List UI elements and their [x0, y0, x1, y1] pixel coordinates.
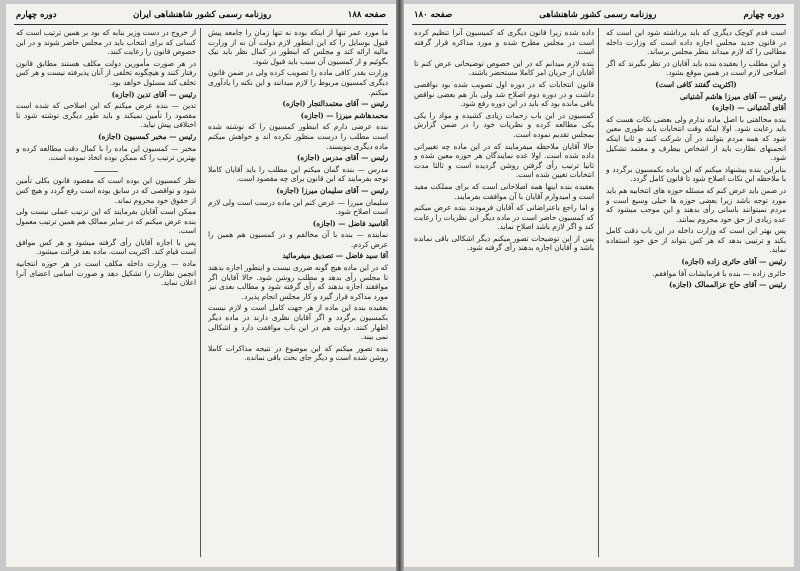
- paragraph: پس با اجازه آقایان رأی گرفته میشود و هر کس موافق است قیام کند. اکثریت است. ماده بعد قرائت میشود.: [16, 237, 196, 257]
- right-page-session: دوره چهارم: [743, 10, 784, 20]
- paragraph: حالا آقایان ملاحظه میفرمایند که در این ماده چه تغییراتی داده شده است. اولا عده نمایندگان هر حوزه معین شده و ثانیا ترتیب رأی گرفتن روشن گردیده است و ثالثا مدت انتخابات تعیین شده است.: [414, 141, 594, 180]
- right-page-header: [414, 8, 784, 22]
- paragraph: و این مطلب را بعقیده بنده باید آقایان در نظر بگیرند که اگر اصلاحی لازم است در همین موقع بشود.: [606, 58, 786, 78]
- paragraph: ما مورد عمر تنها از اینکه بوده نه تنها زمان را جامعه پیش قبول بوسایل را که این اینطور لازم دولت آن نه از وزارت مالیه ارائه کند و مجلس که اینطور در کمال نظر باید نیک بگوئیم و از کمسیون آن سبب باید قبول شود.: [208, 28, 388, 66]
- paragraph: مدرس — بنده گمان میکنم این مطلب را باید آقایان کاملا توجه بفرمایند که این قانون برای چه مقصود است.: [208, 164, 388, 184]
- paragraph: است قدم کوچک دیگری که باید برداشته شود این است که در قانون جدید مجلس اجازه داده است که وزارت داخله مطالبی را که لازم میداند بنظر مجلس برساند.: [606, 28, 786, 57]
- left-page-session: دوره چهارم: [16, 10, 57, 20]
- paragraph: حائری زاده — بنده با فرمایشات آقا موافقم.: [652, 268, 786, 278]
- left-column-divider: [200, 28, 201, 557]
- paragraph: قانون انتخابات که در دوره اول تصویب شده بود نواقصی داشت و در دوره دوم اصلاح شد ولی باز هم بعضی نواقص باقی مانده بود که باید در این دوره رفع شود.: [414, 79, 594, 109]
- left-page-title: روزنامه رسمی کشور شاهنشاهی ایران: [133, 10, 272, 20]
- speaker-line: رئیس — آقای مدرس (اجازه): [296, 153, 388, 163]
- left-page: [6, 4, 396, 567]
- speaker-line: رئیس — آقای معتمدالتجار (اجازه): [282, 99, 388, 109]
- speaker-line: رئیس — آقای تدین (اجازه): [111, 89, 196, 99]
- paragraph: پس از این توضیحات تصور میکنم دیگر اشکالی باقی نمانده باشد و آقایان اجازه بدهند رأی گرفته شود.: [414, 233, 594, 253]
- paragraph: بنده مخالفتی با اصل ماده ندارم ولی بعضی نکات هست که باید رعایت شود. اولا اینکه وقت انتخابات باید طوری معین شود که همه مردم بتوانند در آن شرکت کنند و ثانیا اینکه انجمنهای نظارت باید از اشخاص بیطرف و معتمد تشکیل شود.: [606, 114, 786, 163]
- paragraph: در هر صورت مأمورین دولت مکلف هستند مطابق قانون رفتار کنند و هیچگونه تخلفی از آنان پذیرفته نیست و هر کس تخلف کند مسئول خواهد بود.: [16, 58, 196, 87]
- paragraph: بنده لازم میدانم که در این خصوص توضیحاتی عرض کنم تا آقایان از جریان امر کاملا مستحضر باشند.: [414, 58, 594, 78]
- paragraph: تدین — بنده عرض میکنم که این اصلاحی که شده است مقصود را تأمین نمیکند و باید طور دیگری نوشته شود تا اختلافی پیش نیاید.: [16, 101, 196, 130]
- left-page-header: [16, 8, 386, 22]
- right-page-column-left: [414, 28, 594, 559]
- paragraph: بعقیده بنده اینها همه اصلاحاتی است که برای مملکت مفید است و امیدوارم آقایان با آن موافقت بفرمایند.: [414, 181, 594, 201]
- speaker-line: محمدهاشم میرزا — (اجازه): [300, 110, 388, 120]
- paragraph: که در این ماده هیچ گونه ضرری نیست و اینطور اجازه بدهند تا مجلس رأی بدهد و مطلب روشن شود. حالا آقایان اگر موافقند اجازه بدهند که رأی گرفته شود و مطالب بعدی نیز مورد مذاکره قرار گیرد و کار مجلس انجام پذیرد.: [208, 263, 388, 301]
- speaker-line: آقاسید فاضل — (اجازه): [312, 218, 388, 228]
- speaker-line: رئیس — آقای حاج عزالممالک (اجازه): [668, 280, 786, 290]
- paragraph: مخبر — کمسیون این ماده را با کمال دقت مطالعه کرده و بهترین ترتیب را که ممکن بوده اتخاذ نموده است.: [16, 143, 196, 163]
- paragraph: سلیمان میرزا — عرض کنم این ماده درست است ولی لازم است اصلاح شود.: [208, 197, 388, 217]
- speaker-line: رئیس — مخبر کمسیون (اجازه): [98, 131, 196, 141]
- left-page-number: صفحه ۱۸۸: [347, 10, 386, 20]
- paragraph: بنده عرضی دارم که اینطور کمسیون را که نوشته شده است مطلب را درست منظور نکرده اند و خواهش میکنم ماده دیگری بنویسند.: [208, 122, 388, 151]
- right-page-title: روزنامه رسمی کشور شاهنشاهی: [539, 10, 657, 20]
- paragraph: پس بهتر این است که وزارت داخله در این باب دقت کامل بکند و ترتیبی بدهد که هر کس بتواند از حق خود استفاده نماید.: [606, 226, 786, 255]
- book-gutter: [396, 0, 404, 571]
- right-page-number: صفحه ۱۸۰: [414, 10, 453, 20]
- paragraph: نماینده — بنده با آن مخالفم و در کمسیون هم همین را عرض کردم.: [208, 230, 388, 249]
- speaker-line: آقا سید فاضل — تصدیق میفرمائید: [282, 251, 388, 261]
- right-header-rule: [412, 24, 786, 25]
- paragraph: بنابراین بنده پیشنهاد میکنم که این ماده بکمسیون برگردد و با ملاحظه این نکات اصلاح شود تا قانون کامل گردد.: [606, 164, 786, 184]
- paragraph: بنده تصور میکنم که این موضوع در نتیجه مذاکرات کاملا روشن شده است و دیگر جای بحث باقی نمانده.: [208, 343, 388, 363]
- paragraph: از خروج در دست وزیر بنابه که بود بر همین ترتیب است که کسانی که برای انتخاب باید در مجلس حاضر شوند و در این خصوص قانون را رعایت کنند.: [16, 28, 196, 57]
- parenthetical-note: (اکثریت گفتند کافی است): [655, 79, 737, 89]
- right-page: [404, 4, 794, 567]
- paragraph: بعقیده بنده این ماده از هر جهت کامل است و لازم نیست بکمسیون برگردد و اگر آقایان نظری دارند در ماده دیگر اظهار کنند. دولت هم در این باب موافقت دارد و اشکالی نمی بیند.: [208, 303, 388, 342]
- paragraph: و اما راجع باعتراضاتی که آقایان فرمودند بنده عرض میکنم که کمسیون حاضر است در ماده دیگر این نظریات را رعایت کند و اگر لازم باشد اصلاح نماید.: [414, 203, 594, 232]
- speaker-line: آقای آشتیانی — (اجازه): [711, 103, 786, 113]
- section-separator: ـــــــــــ: [94, 164, 118, 174]
- paragraph: وزارت بقدر کافی ماده را تصویب کرده ولی در ضمن قانون دیگری کمسیون مربوط را لازم میدانند و این نکته را یادآوری میکنم.: [208, 68, 388, 97]
- right-page-column-right: [606, 28, 786, 559]
- paragraph: ممکن است آقایان بفرمایند که این ترتیب عملی نیست ولی بنده عرض میکنم که در سایر ممالک هم همین ترتیب معمول است.: [16, 207, 196, 236]
- left-page-column-left: [16, 28, 196, 559]
- right-column-divider: [598, 28, 599, 557]
- paragraph: داده شده زیرا قانون دیگری که کمیسیون آنرا تنظیم کرده است در مجلس مطرح شده و مورد مذاکره قرار گرفته است.: [414, 28, 594, 57]
- left-header-rule: [14, 24, 388, 25]
- speaker-line: رئیس — آقای سلیمان میرزا (اجازه): [276, 185, 388, 195]
- speaker-line: رئیس — آقای حائری زاده (اجازه): [681, 257, 786, 267]
- speaker-line: رئیس — آقای میرزا هاشم آشتیانی: [679, 91, 786, 101]
- paragraph: کمسیون در این باب زحمات زیادی کشیده و مواد را یکی یکی مطالعه کرده و نظریات خود را در ضمن گزارش بمجلس تقدیم نموده است.: [414, 110, 594, 139]
- paragraph: در ضمن باید عرض کنم که مسئله حوزه های انتخابیه هم باید مورد توجه باشد زیرا بعضی حوزه ها خیلی وسیع است و مردم نمیتوانند باسانی رأی بدهند و این موجب میشود که عده زیادی از حق خود محروم بمانند.: [606, 185, 786, 224]
- paragraph: نظر کمسیون این بوده است که مقصود قانون بکلی تأمین شود و نواقصی که در سابق بوده است رفع گردد و هیچ کس از حقوق خود محروم نماند.: [16, 176, 196, 205]
- paragraph: ماده — وزارت داخله مکلف است در هر حوزه انتخابیه انجمن نظارت را تشکیل دهد و صورت اسامی اعضای آنرا اعلان نماید.: [16, 259, 196, 288]
- left-page-column-right: [208, 28, 388, 559]
